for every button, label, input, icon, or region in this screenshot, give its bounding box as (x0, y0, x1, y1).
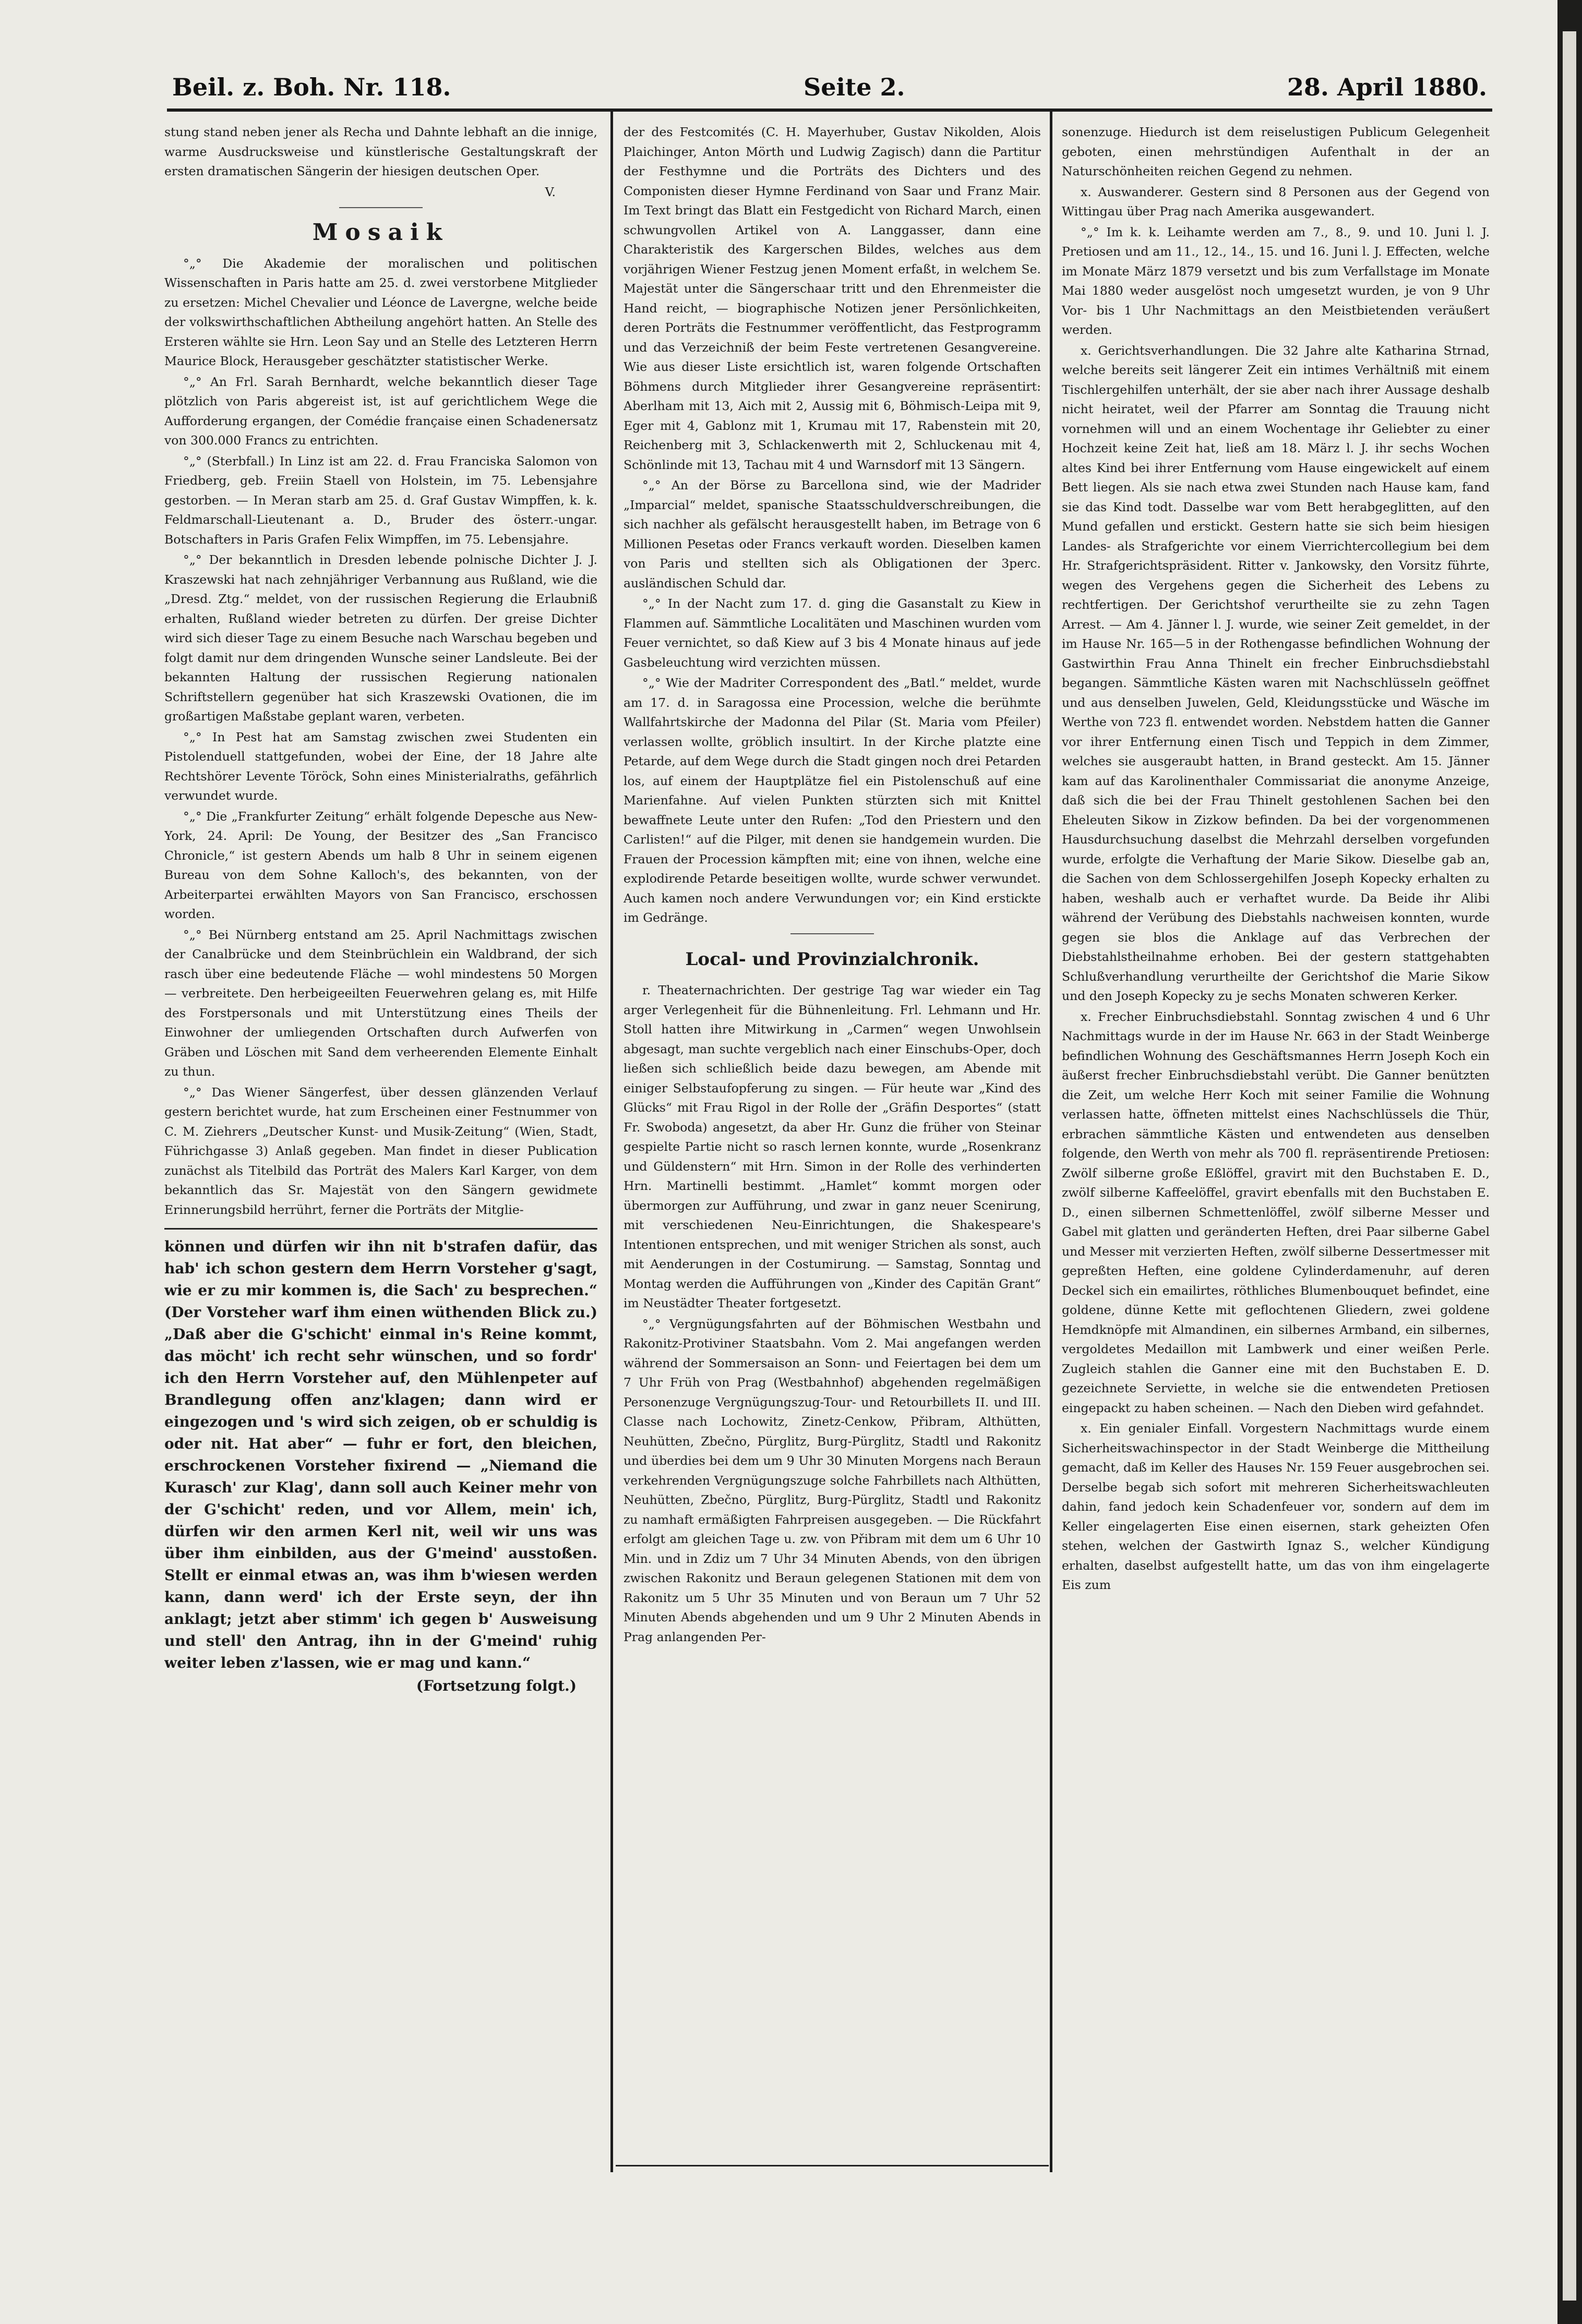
column-2-end-rule (616, 2165, 1049, 2166)
page-header (172, 73, 1487, 110)
section-title-local-chronicle: Local- und Provinzialchronik. (685, 948, 979, 970)
column-rule-left (610, 112, 613, 2172)
intro-signature: V. (545, 184, 556, 199)
article-paragraph: r. Theaternachrichten. Der gestrige Tag war wieder ein Tag arger Verlegenheit für die Bühnenleitung. Frl. Lehmann und Hr. Stoll hatten ihre Mitwirkung in „Carmen“ wegen Unwohlsein abgesagt, man suchte vergeblich nach einer Einschubs-Oper, doch ließen sich schließlich beide dazu bewegen, am Abende mit einiger Selbstaufopferung zu singen. — Für heute war „Kind des Glücks“ mit Frau Rigol in der Rolle der „Gräfin Desportes“ (statt Fr. Swoboda) angesetzt, da aber Hr. Gunz die früher von Steinar gespielte Partie nicht so rasch lernen konnte, wurde „Rosenkranz und Güldenstern“ mit Hrn. Simon in der Rolle des verhinderten Hrn. Martinelli bestimmt. „Hamlet“ kommt morgen oder übermorgen zur Aufführung, und zwar in ganz neuer Scenirung, mit verschiedenen Neu-Einrichtungen, die Shakespeare's Intentionen entsprechen, und mit weniger Strichen als sonst, auch mit Aenderungen in der Costumirung. — Samstag, Sonntag und Montag werden die Aufführungen von „Kinder des Capitän Grant“ im Neustädter Theater fortgesetzt. (624, 983, 1041, 1310)
continuation-note: (Fortsetzung folgt.) (416, 1677, 577, 1694)
article-paragraph: °„° An Frl. Sarah Bernhardt, welche bekanntlich dieser Tage plötzlich von Paris abgereist ist, ist auf gerichtlichem Wege die Aufforderung ergangen, der Comédie française einen Schadenersatz von 300.000 Francs zu entrichten. (164, 374, 597, 448)
article-paragraph: der des Festcomités (C. H. Mayerhuber, Gustav Nikolden, Alois Plaichinger, Anton Mörth und Ludwig Zagisch) dann die Partitur der Festhymne und die Porträts des Dichters und des Componisten dieser Hymne Ferdinand von Saar und Franz Mair. Im Text bringt das Blatt ein Festgedicht von Richard March, einen schwungvollen Artikel von A. Langgasser, dann eine Charakteristik des Kargerschen Bildes, welches aus dem vorjährigen Wiener Festzug jenen Moment erfaßt, in welchem Se. Majestät unter die Sängerschaar tritt und den Ehrenmeister die Hand reicht, — biographische Notizen jener Persönlichkeiten, deren Porträts die Festnummer veröffentlicht, das Festprogramm und das Verzeichniß der beim Feste vertretenen Gesangvereine. Wie aus dieser Liste ersichtlich ist, waren folgende Ortschaften Böhmens durch Mitglieder ihrer Gesangvereine repräsentirt: Aberlham mit 13, Aich mit 2, Aussig mit 6, Böhmisch-Leipa mit 9, Eger mit 4, Gablonz mit 1, Krumau mit 17, Rabenstein mit 20, Reichenberg mit 3, Schlackenwerth mit 2, Schluckenau mit 4, Schönlinde mit 13, Tachau mit 4 und Warnsdorf mit 13 Sängern. (624, 125, 1041, 472)
header-rule (167, 109, 1492, 112)
column-2 (624, 123, 1041, 2188)
article-paragraph: °„° Im k. k. Leihamte werden am 7., 8., 9. und 10. Juni l. J. Pretiosen und am 11., 12., 14., 15. und 16. Juni l. J. Effecten, welche im Monate März 1879 versetzt und bis zum Verfallstage im Monate Mai 1880 weder ausgelöst noch umgesetzt wurden, je von 9 Uhr Vor- bis 1 Uhr Nachmittags an den Meistbietenden veräußert werden. (1062, 224, 1490, 337)
header-date: 28. April 1880. (1287, 73, 1487, 101)
article-paragraph: sonenzuge. Hiedurch ist dem reiselustigen Publicum Gelegenheit geboten, einen mehrstündigen Aufenthalt in der an Naturschönheiten reichen Gegend zu nehmen. (1062, 125, 1490, 178)
article-paragraph: °„° (Sterbfall.) In Linz ist am 22. d. Frau Franciska Salomon von Friedberg, geb. Freiin Staell von Holstein, im 75. Lebensjahre gestorben. — In Meran starb am 25. d. Graf Gustav Wimpffen, k. k. Feldmarschall-Lieutenant a. D., Bruder des österr.-ungar. Botschafters in Paris Grafen Felix Wimpffen, im 75. Lebensjahre. (164, 453, 597, 547)
article-paragraph: x. Gerichtsverhandlungen. Die 32 Jahre alte Katharina Strnad, welche bereits seit längerer Zeit ein intimes Verhältniß mit einem Tischlergehilfen unterhält, der sie aber nach ihrer Aussage deshalb nicht heiratet, weil der Pfarrer am Sonntag die Trauung nicht vornehmen will und an einem Wochentage ihr Geliebter zu einer Hochzeit keine Zeit hat, ließ am 18. März l. J. ihr sechs Wochen altes Kind bei ihrer Entfernung vom Hause eingewickelt auf einem Bett liegen. Als sie nach etwa zwei Stunden nach Hause kam, fand sie das Kind todt. Dasselbe war vom Bett herabgeglitten, auf den Mund gefallen und erstickt. Gestern hatte sie sich beim hiesigen Landes- als Strafgerichte vor einem Vierrichtercollegium bei dem Hr. Strafgerichtspräsident. Ritter v. Jankowsky, den Vorsitz führte, wegen des Vergehens gegen die Sicherheit des Lebens zu rechtfertigen. Der Gerichtshof verurtheilte sie zu zehn Tagen Arrest. — Am 4. Jänner l. J. wurde, wie seiner Zeit gemeldet, in der im Hause Nr. 165—5 in der Rothengasse befindlichen Wohnung der Gastwirthin Frau Anna Thinelt ein frecher Einbruchsdiebstahl begangen. Sämmtliche Kästen waren mit Nachschlüsseln geöffnet und aus denselben Juwelen, Geld, Kleidungsstücke und Wäsche im Werthe von 723 fl. entwendet worden. Nebstdem hatten die Ganner vor ihrer Entfernung einen Tisch und Teppich in dem Zimmer, welches sie ausgeraubt hatten, in Brand gesteckt. Am 15. Jänner kam auf das Karolinenthaler Commissariat die anonyme Anzeige, daß sich die bei der Frau Thinelt gestohlenen Sachen bei den Eheleuten Sikow in Zizkow befinden. Da bei der vorgenommenen Hausdurchsuchung daselbst die Mehrzahl derselben vorgefunden wurde, erfolgte die Verhaftung der Marie Sikow. Dieselbe gab an, die Sachen von dem Schlossergehilfen Joseph Kopecky erhalten zu haben, weshalb auch er verhaftet wurde. Da Beide ihr Alibi während der Verübung des Diebstahls nachweisen konnten, wurde gegen sie blos die Anklage auf das Verbrechen der Diebstahlstheilnahme erhoben. Bei der gestern stattgehabten Schlußverhandlung verurtheilte der Gerichtshof die Marie Sikow und den Joseph Kopecky zu je sechs Monaten schweren Kerker. (1062, 343, 1490, 1003)
column-rule-right (1050, 112, 1052, 2172)
article-paragraph: °„° Wie der Madriter Correspondent des „Batl.“ meldet, wurde am 17. d. in Saragossa eine Procession, welche die berühmte Wallfahrtskirche der Madonna del Pilar (St. Maria vom Pfeiler) verlassen wollte, gröblich insultirt. In der Kirche platzte eine Petarde, auf dem Wege durch die Stadt gingen noch drei Petarden los, auf einem der Hauptplätze fiel ein Pistolenschuß auf eine Marienfahne. Auf vielen Punkten stürzten sich mit Knittel bewaffnete Leute unter den Rufen: „Tod den Priestern und den Carlisten!“ auf die Pilger, mit denen sie handgemein wurden. Die Frauen der Procession kämpften mit; eine von ihnen, welche eine explodirende Petarde beseitigen wollte, wurde schwer verwundet. Auch kamen noch andere Verwundungen vor; ein Kind erstickte im Gedränge. (624, 676, 1041, 925)
article-paragraph: x. Frecher Einbruchsdiebstahl. Sonntag zwischen 4 und 6 Uhr Nachmittags wurde in der im Hause Nr. 663 in der Stadt Weinberge befindlichen Wohnung des Geschäftsmannes Herrn Joseph Koch ein äußerst frecher Einbruchsdiebstahl verübt. Die Ganner benützten die Zeit, um welche Herr Koch mit seiner Familie die Wohnung verlassen hatte, öffneten mittelst eines Nachschlüssels die Thür, erbrachen sämmtliche Kästen und entwendeten aus denselben folgende, den Werth von mehr als 700 fl. repräsentirende Pretiosen: Zwölf silberne große Eßlöffel, gravirt mit den Buchstaben E. D., zwölf silberne Kaffeelöffel, gravirt ebenfalls mit den Buchstaben E. D., einen silbernen Schmettenlöffel, zwölf silberne Messer und Gabel mit glatten und geränderten Heften, drei Paar silberne Gabel und Messer mit verzierten Heften, zwölf silberne Dessertmesser mit gepreßten Heften, eine goldene Cylinderdamenuhr, auf deren Deckel sich ein emailirtes, röthliches Blumenbouquet befindet, eine goldene, dünne Kette mit geflochtenen Gliedern, zwei goldene Hemdknöpfe mit Almandinen, ein silbernes Armband, ein silbernes, vergoldetes Medaillon mit Lambwerk und einer weißen Perle. Zugleich stahlen die Ganner eine mit den Buchstaben E. D. gezeichnete Serviette, in welche sie die entwendeten Pretiosen eingepackt zu haben scheinen. — Nach den Dieben wird gefahndet. (1062, 1009, 1490, 1415)
article-paragraph: x. Auswanderer. Gestern sind 8 Personen aus der Gegend von Wittingau über Prag nach Amerika ausgewandert. (1062, 184, 1490, 219)
intro-paragraph: stung stand neben jener als Recha und Dahnte lebhaft an die innige, warme Ausdrucksweise und künstlerische Gestaltungskraft der ersten dramatischen Sängerin der hiesigen deutschen Oper. (164, 125, 597, 178)
section-divider (790, 933, 874, 934)
article-paragraph: °„° In Pest hat am Samstag zwischen zwei Studenten ein Pistolenduell stattgefunden, wobei der Eine, der 18 Jahre alte Rechtshörer Levente Töröck, Sohn eines Ministerialraths, gefährlich verwundet wurde. (164, 729, 597, 803)
article-paragraph: °„° Bei Nürnberg entstand am 25. April Nachmittags zwischen der Canalbrücke und dem Steinbrüchlein ein Waldbrand, der sich rasch über eine bedeutende Fläche — wohl mindestens 50 Morgen — verbreitete. Den herbeigeeilten Feuerwehren gelang es, mit Hilfe des Forstpersonals und mit Unterstützung eines Theils der Einwohner der umliegenden Ortschaften durch Aufwerfen von Gräben und Löschen mit Sand dem verheerenden Elemente Einhalt zu thun. (164, 927, 597, 1079)
article-paragraph: °„° Das Wiener Sängerfest, über dessen glänzenden Verlauf gestern berichtet wurde, hat zum Erscheinen einer Festnummer von C. M. Ziehrers „Deutscher Kunst- und Musik-Zeitung“ (Wien, Stadt, Führichgasse 3) Anlaß gegeben. Man findet in dieser Publication zunächst als Titelbild das Porträt des Malers Karl Karger, von dem bekanntlich das Sr. Majestät von den Sängern gewidmete Erinnerungsbild herrührt, ferner die Porträts der Mitglie- (164, 1085, 597, 1217)
article-paragraph: °„° An der Börse zu Barcellona sind, wie der Madrider „Imparcial“ meldet, spanische Staatsschuldverschreibungen, die sich nachher als gefälscht herausgestellt haben, im Betrage von 6 Millionen Pesetas oder Francs verkauft worden. Dieselben kamen von Paris und stellten sich als Obligationen der 3perc. ausländischen Schuld dar. (624, 478, 1041, 591)
feuilleton (164, 1236, 597, 1697)
section-title-mosaik: Mosaik (312, 219, 450, 246)
header-issue: Beil. z. Boh. Nr. 118. (172, 73, 451, 101)
article-paragraph: °„° Die Akademie der moralischen und politischen Wissenschaften in Paris hatte am 25. d. zwei verstorbene Mitglieder zu ersetzen: Michel Chevalier und Léonce de Lavergne, welche beide der volkswirthschaftlichen Abtheilung angehört hatten. An Stelle des Ersteren wählte sie Hrn. Leon Say und an Stelle des Letzteren Herrn Maurice Block, Herausgeber geschätzter statistischer Werke. (164, 256, 597, 368)
column-3 (1062, 123, 1490, 2188)
feuilleton-text: können und dürfen wir ihn nit b'strafen dafür, das hab' ich schon gestern dem Herrn Vorsteher g'sagt, wie er zu mir kommen is, die Sach' zu besprechen.“ (Der Vorsteher warf ihm einen wüthenden Blick zu.) „Daß aber die G'schicht' einmal in's Reine kommt, das möcht' ich recht sehr wünschen, und so fordr' ich den Herrn Vorsteher auf, den Mühlenpeter auf Brandlegung offen anz'klagen; dann wird er eingezogen und 's wird sich zeigen, ob er schuldig is oder nit. Hat aber“ — fuhr er fort, den bleichen, erschrockenen Vorsteher fixirend — „Niemand die Kurasch' zur Klag', dann soll auch Keiner mehr von der G'schicht' reden, und vor Allem, mein' ich, dürfen wir den armen Kerl nit, weil wir uns was über ihm einbilden, aus der G'meind' ausstoßen. Stellt er einmal etwas an, was ihm b'wiesen werden kann, dann werd' ich der Erste seyn, der ihn anklagt; jetzt aber stimm' ich gegen b' Ausweisung und stell' den Antrag, ihn in der G'meind' ruhig weiter leben z'lassen, wie er mag und kann.“ (164, 1238, 597, 1671)
article-paragraph: °„° Vergnügungsfahrten auf der Böhmischen Westbahn und Rakonitz-Protiviner Staatsbahn. Vom 2. Mai angefangen werden während der Sommersaison an Sonn- und Feiertagen bei dem um 7 Uhr Früh von Prag (Westbahnhof) abgehenden regelmäßigen Personenzuge Vergnügungszug-Tour- und Retourbillets II. und III. Classe nach Lochowitz, Zinetz-Cenkow, Přibram, Althütten, Neuhütten, Zbečno, Pürglitz, Burg-Pürglitz, Stadtl und Rakonitz und überdies bei dem um 9 Uhr 30 Minuten Morgens nach Beraun verkehrenden Vergnügungszuge solche Fahrbillets nach Althütten, Neuhütten, Zbečno, Pürglitz, Burg-Pürglitz, Stadtl und Rakonitz zu namhaft ermäßigten Fahrpreisen ausgegeben. — Die Rückfahrt erfolgt am gleichen Tage u. zw. von Přibram mit dem um 6 Uhr 10 Min. und in Zdiz um 7 Uhr 34 Minuten Abends, von den übrigen zwischen Rakonitz und Beraun gelegenen Stationen mit dem von Rakonitz um 5 Uhr 35 Minuten und von Beraun um 7 Uhr 52 Minuten Abends abgehenden und um 9 Uhr 2 Minuten Abends in Prag anlangenden Per- (624, 1316, 1041, 1644)
adjacent-page-edge (1563, 31, 1576, 2301)
section-divider (339, 207, 423, 208)
article-paragraph: °„° In der Nacht zum 17. d. ging die Gasanstalt zu Kiew in Flammen auf. Sämmtliche Localitäten und Maschinen wurden vom Feuer vernichtet, so daß Kiew auf 3 bis 4 Monate hinaus auf jede Gasbeleuchtung wird verzichten müssen. (624, 596, 1041, 670)
article-paragraph: x. Ein genialer Einfall. Vorgestern Nachmittags wurde einem Sicherheitswachinspector in der Stadt Weinberge die Mittheilung gemacht, daß im Keller des Hauses Nr. 159 Feuer ausgebrochen sei. Derselbe begab sich sofort mit mehreren Sicherheitswachleuten dahin, fand jedoch kein Schadenfeuer vor, sondern auf dem im Keller eingelagerten Eise einen eisernen, stark geheizten Ofen stehen, welchen der Gastwirth Ignaz S., welcher Kündigung erhalten, daselbst aufgestellt hatte, um das von ihm eingelagerte Eis zum (1062, 1421, 1490, 1592)
article-paragraph: °„° Die „Frankfurter Zeitung“ erhält folgende Depesche aus New-York, 24. April: De Young, der Besitzer des „San Francisco Chronicle,“ ist gestern Abends um halb 8 Uhr in seinem eigenen Bureau von dem Sohne Kalloch's, des bekannten, von der Arbeiterpartei erwählten Mayors von San Francisco, erschossen worden. (164, 809, 597, 921)
feuilleton-rule (164, 1228, 597, 1230)
article-paragraph: °„° Der bekanntlich in Dresden lebende polnische Dichter J. J. Kraszewski hat nach zehnjähriger Verbannung aus Rußland, wie die „Dresd. Ztg.“ meldet, von der russischen Regierung die Erlaubniß erhalten, Rußland wieder betreten zu dürfen. Der greise Dichter wird sich dieser Tage zu einem Besuche nach Warschau begeben und folgt damit nur dem dringenden Wunsche seiner Landsleute. Bei der bekannten Haltung der russischen Regierung nationalen Schriftstellern gegenüber hat sich Kraszewski Ovationen, die im großartigen Maßstabe geplant waren, verbeten. (164, 552, 597, 724)
header-page-number: Seite 2. (804, 73, 905, 101)
column-1 (164, 123, 597, 2188)
